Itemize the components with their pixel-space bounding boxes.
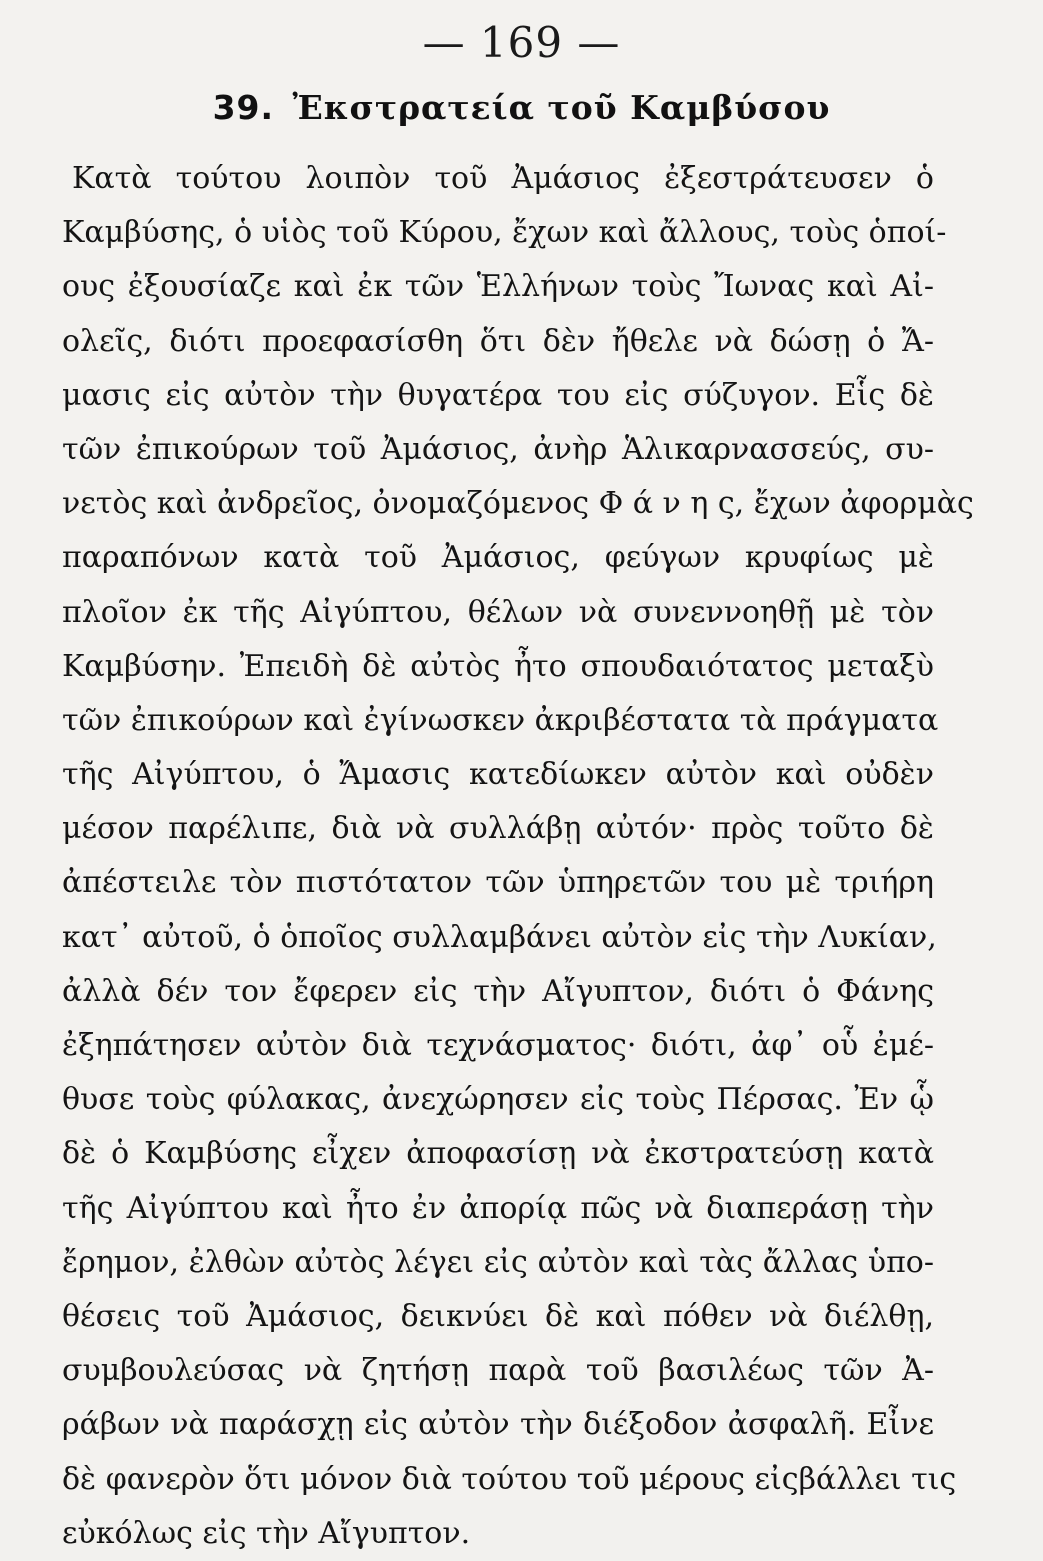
text-line: τῶν ἐπικούρων τοῦ Ἀμάσιος, ἀνὴρ Ἁλικαρνασσεύς, συ- bbox=[62, 431, 934, 467]
body-text bbox=[62, 152, 974, 1561]
text-line: μέσον παρέλιπε, διὰ νὰ συλλάβῃ αὐτόν· πρὸς τοῦτο δὲ bbox=[62, 811, 934, 847]
text-line: ἀλλὰ δέν τον ἔφερεν εἰς τὴν Αἴγυπτον, διότι ὁ Φάνης bbox=[62, 973, 934, 1009]
text-line: μασις εἰς αὐτὸν τὴν θυγατέρα του εἰς σύζυγον. Εἷς δὲ bbox=[62, 377, 934, 413]
text-line: ἐξηπάτησεν αὐτὸν διὰ τεχνάσματος· διότι, ἀφ᾽ οὗ ἐμέ- bbox=[62, 1028, 934, 1063]
text-line: δὲ ὁ Καμβύσης εἶχεν ἀποφασίσῃ νὰ ἐκστρατεύσῃ κατὰ bbox=[62, 1136, 934, 1172]
text-line: τῶν ἐπικούρων καὶ ἐγίνωσκεν ἀκριβέστατα τὰ πράγματα bbox=[62, 702, 939, 738]
text-line: συμβουλεύσας νὰ ζητήσῃ παρὰ τοῦ βασιλέως τῶν Ἀ- bbox=[62, 1353, 934, 1389]
text-line: κατ᾽ αὐτοῦ, ὁ ὁποῖος συλλαμβάνει αὐτὸν εἰς τὴν Λυκίαν, bbox=[62, 919, 937, 955]
text-line: ους ἐξουσίαζε καὶ ἐκ τῶν Ἑλλήνων τοὺς Ἴωνας καὶ Αἰ- bbox=[62, 269, 934, 305]
page-number: — 169 — bbox=[422, 18, 621, 67]
text-line: νετὸς καὶ ἀνδρεῖος, ὀνομαζόμενος Φ ά ν η ς, ἔχων ἀφορμὰς bbox=[62, 486, 974, 522]
text-line: τῆς Αἰγύπτου καὶ ἦτο ἐν ἀπορίᾳ πῶς νὰ διαπεράσῃ τὴν bbox=[62, 1190, 934, 1226]
text-line: τῆς Αἰγύπτου, ὁ Ἄμασις κατεδίωκεν αὐτὸν καὶ οὐδὲν bbox=[62, 757, 934, 793]
text-line: Καμβύσην. Ἐπειδὴ δὲ αὐτὸς ἦτο σπουδαιότατος μεταξὺ bbox=[62, 648, 934, 684]
text-line: θέσεις τοῦ Ἀμάσιος, δεικνύει δὲ καὶ πόθεν νὰ διέλθῃ, bbox=[62, 1298, 934, 1334]
text-line: δὲ φανερὸν ὅτι μόνον διὰ τούτου τοῦ μέρους εἰςβάλλει τις bbox=[62, 1461, 957, 1497]
section-title: Ἐκστρατεία τοῦ Καμβύσου bbox=[292, 88, 831, 127]
section-heading bbox=[0, 88, 1043, 127]
text-line: ἔρημον, ἐλθὼν αὐτὸς λέγει εἰς αὐτὸν καὶ τὰς ἄλλας ὑπο- bbox=[62, 1244, 934, 1280]
text-line: ἀπέστειλε τὸν πιστότατον τῶν ὑπηρετῶν του μὲ τριήρη bbox=[62, 865, 934, 901]
text-line: πλοῖον ἐκ τῆς Αἰγύπτου, θέλων νὰ συνεννοηθῇ μὲ τὸν bbox=[62, 594, 934, 630]
text-line: εὐκόλως εἰς τὴν Αἴγυπτον. bbox=[62, 1515, 471, 1551]
text-line: παραπόνων κατὰ τοῦ Ἀμάσιος, φεύγων κρυφίως μὲ bbox=[62, 540, 934, 576]
text-line: Κατὰ τούτου λοιπὸν τοῦ Ἀμάσιος ἐξεστράτευσεν ὁ bbox=[72, 161, 934, 196]
text-line: ράβων νὰ παράσχῃ εἰς αὐτὸν τὴν διέξοδον ἀσφαλῆ. Εἶνε bbox=[62, 1407, 934, 1443]
text-line: ολεῖς, διότι προεφασίσθη ὅτι δὲν ἤθελε νὰ δώσῃ ὁ Ἄ- bbox=[62, 323, 934, 359]
section-number: 39. bbox=[212, 88, 275, 127]
text-line: θυσε τοὺς φύλακας, ἀνεχώρησεν εἰς τοὺς Πέρσας. Ἐν ᾧ bbox=[62, 1082, 934, 1118]
text-line: Καμβύσης, ὁ υἱὸς τοῦ Κύρου, ἔχων καὶ ἄλλους, τοὺς ὁποί- bbox=[62, 215, 947, 251]
